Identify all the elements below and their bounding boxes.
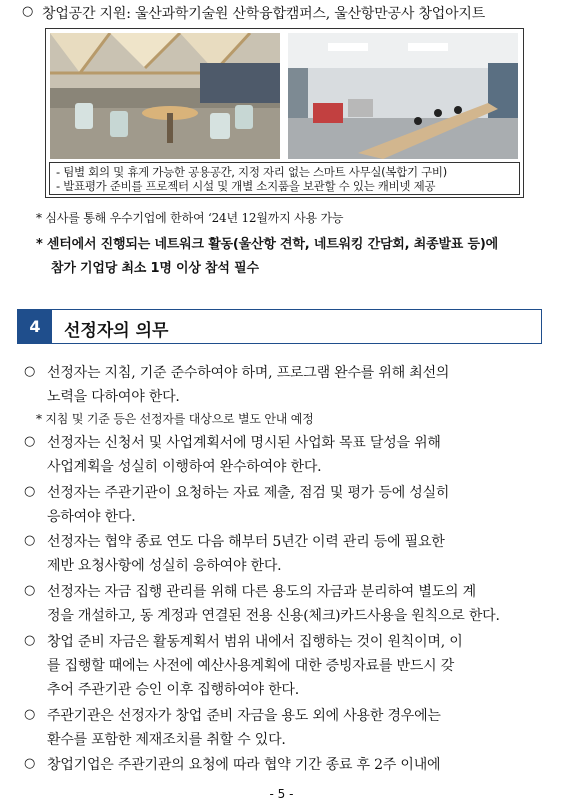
duty-3-line2: 응하여야 한다.	[47, 509, 136, 525]
bullet-icon: ○	[24, 756, 36, 771]
note-network-line2: 참가 기업당 최소 1명 이상 참석 필수	[51, 261, 259, 276]
page-number: - 5 -	[269, 787, 294, 801]
duty-7-line2: 환수를 포함한 제재조치를 취할 수 있다.	[47, 732, 286, 748]
photo-lounge	[50, 33, 280, 159]
bullet-icon: ○	[24, 633, 36, 648]
duty-6-line3: 추어 주관기관 승인 이후 집행하여야 한다.	[47, 682, 300, 698]
duty-8-line1: 창업기업은 주관기관의 요청에 따라 협약 기간 종료 후 2주 이내에	[47, 757, 441, 773]
duty-1-line1: 선정자는 지침, 기준 준수하여야 하며, 프로그램 완수를 위해 최선의	[47, 365, 450, 381]
section-number: 4	[18, 310, 52, 343]
section-title: 선정자의 의무	[64, 321, 169, 341]
bullet-icon: ○	[24, 484, 36, 499]
duty-2-line2: 사업계획을 성실히 이행하여 완수하여야 한다.	[47, 459, 322, 475]
bullet-icon: ○	[24, 707, 36, 722]
caption-line: - 발표평가 준비를 프로젝터 시설 및 개별 소지품을 보관할 수 있는 캐비넷 제공	[56, 179, 436, 193]
duty-5-line1: 선정자는 자금 집행 관리를 위해 다른 용도의 자금과 분리하여 별도의 계	[47, 584, 476, 600]
caption-line: - 팀별 회의 및 휴게 가능한 공용공간, 지정 자리 없는 스마트 사무실(복합기 구비)	[56, 165, 447, 179]
duty-1-line2: 노력을 다하여야 한다.	[47, 389, 180, 405]
duty-5-line2: 정을 개설하고, 동 계정과 연결된 전용 신용(체크)카드사용을 원칙으로 한다.	[47, 608, 500, 624]
section-header	[17, 309, 542, 344]
duty-2-line1: 선정자는 신청서 및 사업계획서에 명시된 사업화 목표 달성을 위해	[47, 435, 441, 451]
note-network-line1: * 센터에서 진행되는 네트워크 활동(울산항 견학, 네트워킹 간담회, 최종발표 등)에	[36, 237, 498, 252]
photo-caption-box	[49, 162, 520, 195]
photo-panel	[45, 28, 524, 198]
photo-office	[288, 33, 518, 159]
duty-3-line1: 선정자는 주관기관이 요청하는 자료 제출, 점검 및 평가 등에 성실히	[47, 485, 450, 501]
duty-1-note: * 지침 및 기준 등은 선정자를 대상으로 별도 안내 예정	[36, 412, 314, 426]
top-item: 창업공간 지원: 울산과학기술원 산학융합캠퍼스, 울산항만공사 창업아지트	[42, 6, 486, 22]
bullet-icon: ○	[24, 583, 36, 598]
duty-4-line2: 제반 요청사항에 성실히 응하여야 한다.	[47, 558, 282, 574]
duty-6-line2: 를 집행할 때에는 사전에 예산사용계획에 대한 증빙자료를 반드시 갖	[47, 658, 455, 674]
bullet-icon: ○	[22, 4, 34, 19]
bullet-icon: ○	[24, 364, 36, 379]
note-usage-period: * 심사를 통해 우수기업에 한하여 ‘24년 12월까지 사용 가능	[36, 211, 344, 225]
duty-4-line1: 선정자는 협약 종료 연도 다음 해부터 5년간 이력 관리 등에 필요한	[47, 534, 445, 550]
bullet-icon: ○	[24, 533, 36, 548]
duty-6-line1: 창업 준비 자금은 활동계획서 범위 내에서 집행하는 것이 원칙이며, 이	[47, 634, 463, 650]
bullet-icon: ○	[24, 434, 36, 449]
duty-7-line1: 주관기관은 선정자가 창업 준비 자금을 용도 외에 사용한 경우에는	[47, 708, 441, 724]
